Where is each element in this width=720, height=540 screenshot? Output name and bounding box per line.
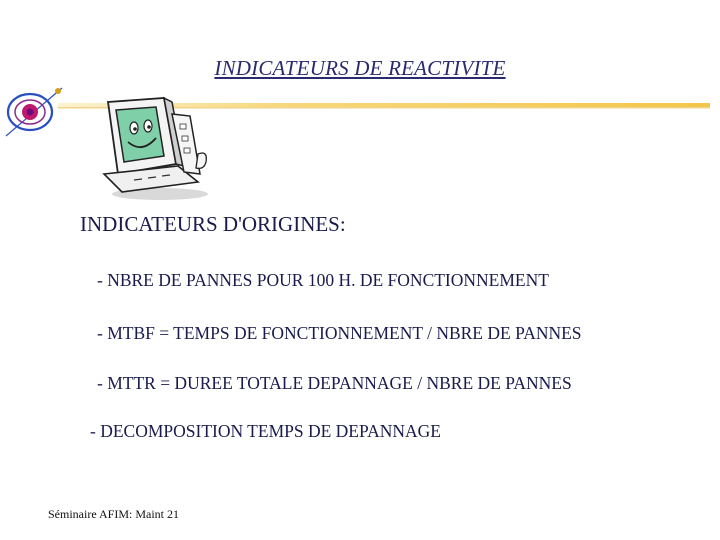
indicator-item: - MTBF = TEMPS DE FONCTIONNEMENT / NBRE DE PANNES [97,323,582,343]
slide-footer: Séminaire AFIM: Maint 21 [48,507,179,521]
slide-title: INDICATEURS DE REACTIVITE [214,56,506,80]
orbit-atom-logo-icon [2,82,68,144]
smiling-computer-icon [94,94,216,202]
indicator-item: - DECOMPOSITION TEMPS DE DEPANNAGE [90,421,441,441]
indicator-item: - MTTR = DUREE TOTALE DEPANNAGE / NBRE DE PANNES [97,373,572,393]
section-heading: INDICATEURS D'ORIGINES: [80,212,346,236]
indicator-item: - NBRE DE PANNES POUR 100 H. DE FONCTIONNEMENT [97,270,549,290]
